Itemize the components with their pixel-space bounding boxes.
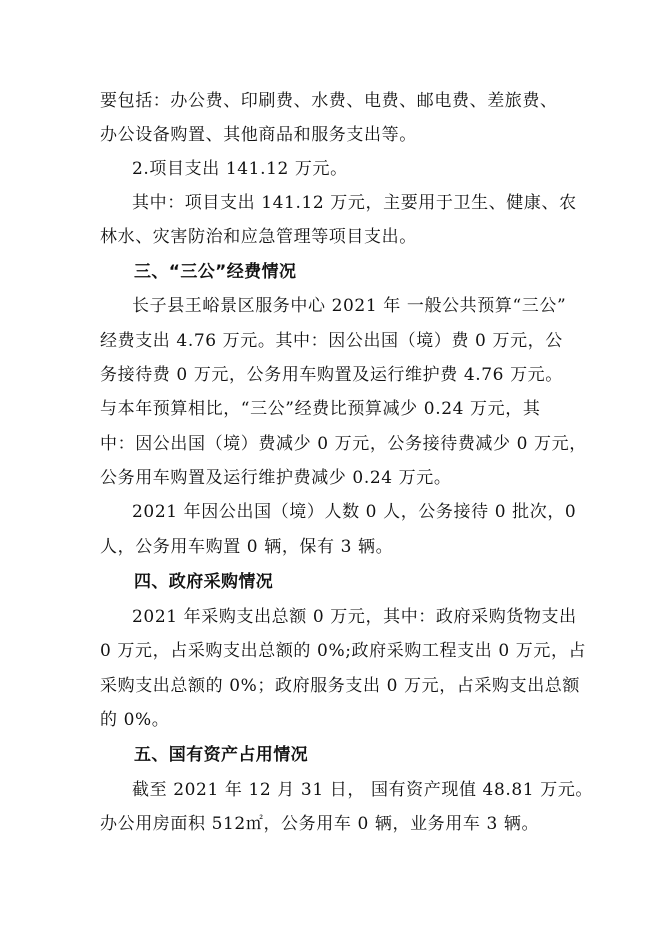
section-heading-five: 五、国有资产占用情况 [134, 745, 308, 765]
section-heading-four: 四、政府采购情况 [134, 572, 274, 592]
paragraph-line: 采购支出总额的 0%；政府服务支出 0 万元，占采购支出总额 [100, 676, 580, 696]
paragraph-line: 办公用房面积 512㎡，公务用车 0 辆，业务用车 3 辆。 [100, 814, 540, 834]
paragraph-line: 2021 年因公出国（境）人数 0 人，公务接待 0 批次，0 [132, 502, 577, 522]
paragraph-line: 公务用车购置及运行维护费减少 0.24 万元。 [100, 468, 452, 488]
paragraph-line: 人，公务用车购置 0 辆，保有 3 辆。 [100, 537, 394, 557]
paragraph-line: 中：因公出国（境）费减少 0 万元，公务接待费减少 0 万元， [100, 434, 587, 454]
paragraph-line: 林水、灾害防治和应急管理等项目支出。 [100, 227, 417, 247]
paragraph-line: 经费支出 4.76 万元。其中：因公出国（境）费 0 万元，公 [100, 331, 563, 351]
paragraph-line: 的 0%。 [100, 710, 170, 730]
paragraph-line: 长子县王峪景区服务中心 2021 年 一般公共预算“三公” [132, 296, 567, 316]
paragraph-line: 截至 2021 年 12 月 31 日， 国有资产现值 48.81 万元。 [132, 780, 594, 800]
paragraph-line: 与本年预算相比，“三公”经费比预算减少 0.24 万元，其 [100, 399, 541, 419]
paragraph-line: 0 万元，占采购支出总额的 0%;政府采购工程支出 0 万元，占 [100, 641, 587, 661]
paragraph-line: 务接待费 0 万元，公务用车购置及运行维护费 4.76 万元。 [100, 365, 563, 385]
paragraph-line: 2021 年采购支出总额 0 万元，其中：政府采购货物支出 [132, 607, 577, 627]
paragraph-line: 办公设备购置、其他商品和服务支出等。 [100, 125, 417, 145]
paragraph-line: 2.项目支出 141.12 万元。 [132, 159, 348, 179]
paragraph-line: 其中：项目支出 141.12 万元，主要用于卫生、健康、农 [132, 193, 577, 213]
section-heading-three: 三、“三公”经费情况 [134, 262, 297, 282]
paragraph-line: 要包括：办公费、印刷费、水费、电费、邮电费、差旅费、 [100, 91, 558, 111]
